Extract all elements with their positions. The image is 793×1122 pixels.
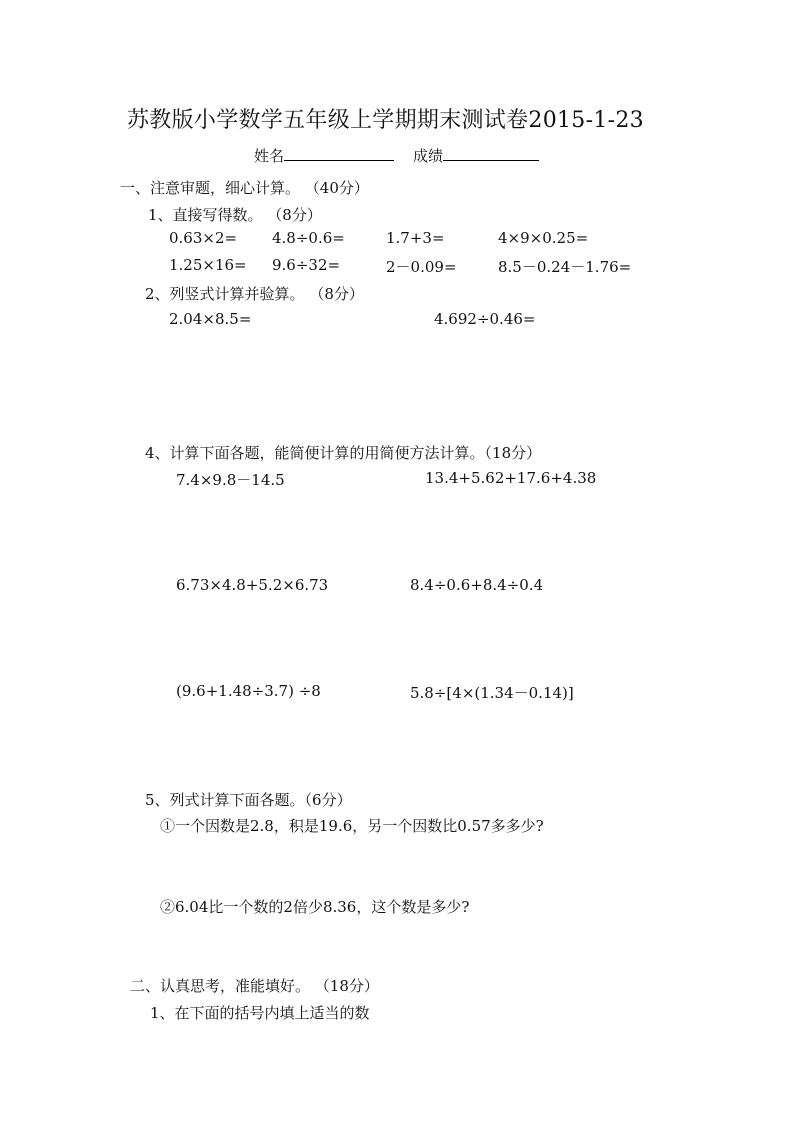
section2-q1-heading: 1、在下面的括号内填上适当的数 <box>150 1004 370 1022</box>
q5-heading: 5、列式计算下面各题。（6分） <box>145 791 352 809</box>
name-field <box>254 144 394 166</box>
q1-item: 4×9×0.25= <box>498 229 589 247</box>
score-label: 成绩 <box>413 147 444 165</box>
section2-heading: 二、认真思考，准能填好。 （18分） <box>130 977 379 995</box>
score-field <box>413 144 539 166</box>
q2-item: 2.04×8.5= <box>169 310 252 328</box>
q4-item: 8.4÷0.6+8.4÷0.4 <box>410 576 544 594</box>
name-blank[interactable] <box>284 144 394 161</box>
score-blank[interactable] <box>443 144 539 161</box>
q4-item: 6.73×4.8+5.2×6.73 <box>176 576 329 594</box>
q4-item: 5.8÷[4×(1.34－0.14)] <box>410 684 574 702</box>
q1-heading: 1、直接写得数。 （8分） <box>148 206 322 224</box>
q5-item: ②6.04比一个数的2倍少8.36，这个数是多少? <box>160 898 470 916</box>
page-title: 苏教版小学数学五年级上学期期末测试卷2015-1-23 <box>127 108 644 133</box>
q1-item: 8.5－0.24－1.76= <box>498 258 632 276</box>
q2-item: 4.692÷0.46= <box>434 310 536 328</box>
q4-heading: 4、计算下面各题，能简便计算的用简便方法计算。（18分） <box>145 444 542 462</box>
q2-heading: 2、列竖式计算并验算。 （8分） <box>145 285 364 303</box>
q4-item: 7.4×9.8－14.5 <box>176 471 285 489</box>
q4-item: (9.6+1.48÷3.7) ÷8 <box>176 682 321 700</box>
q1-item: 2－0.09= <box>386 258 457 276</box>
name-label: 姓名 <box>254 147 285 165</box>
q1-item: 0.63×2= <box>169 229 238 247</box>
q1-item: 1.7+3= <box>386 229 445 247</box>
q5-item: ①一个因数是2.8，积是19.6，另一个因数比0.57多多少? <box>160 817 544 835</box>
q1-item: 9.6÷32= <box>272 256 341 274</box>
q1-item: 1.25×16= <box>169 256 247 274</box>
section1-heading: 一、注意审题，细心计算。 （40分） <box>120 179 369 197</box>
q1-item: 4.8÷0.6= <box>272 229 345 247</box>
q4-item: 13.4+5.62+17.6+4.38 <box>425 469 597 487</box>
